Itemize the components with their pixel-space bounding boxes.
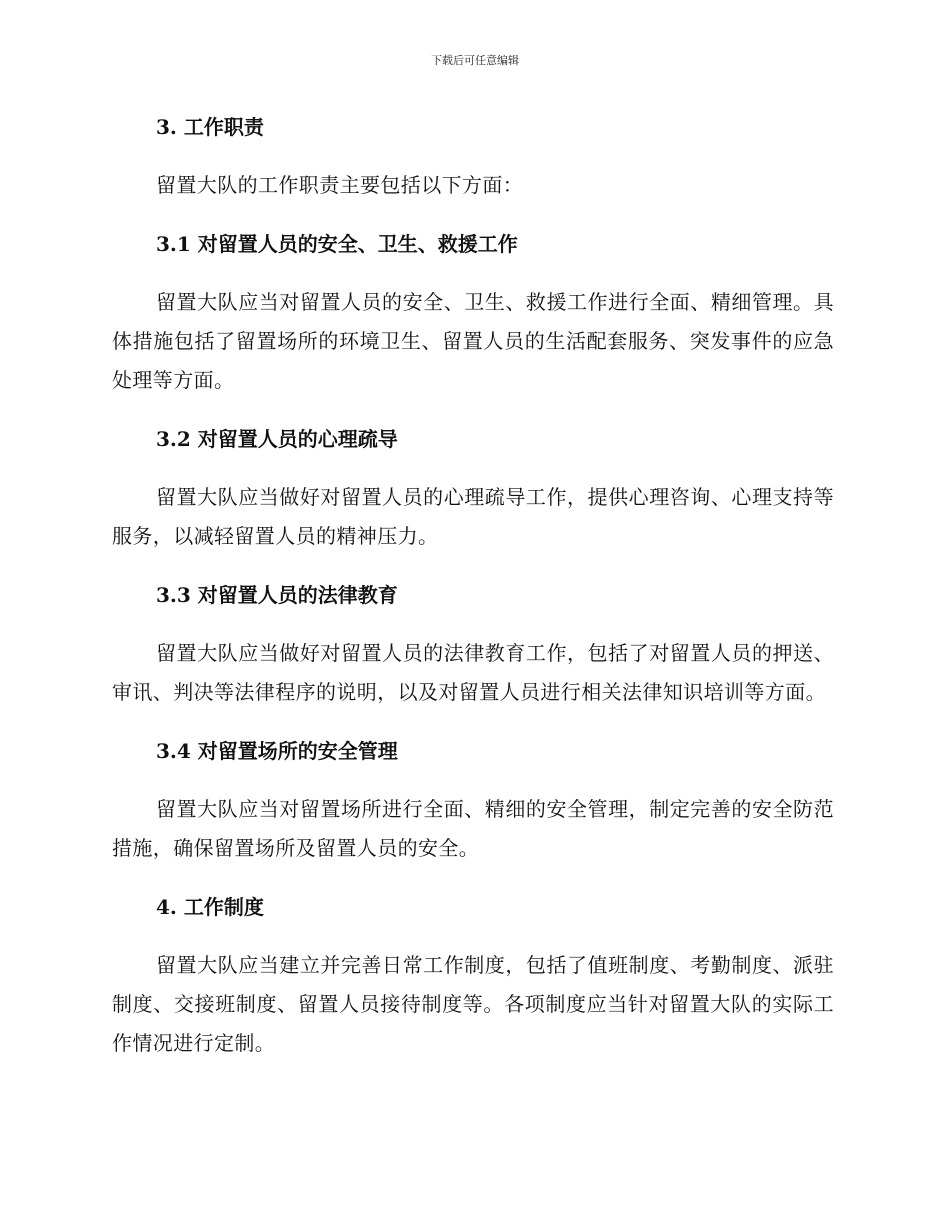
paragraph-3-3: 留置大队应当做好对留置人员的法律教育工作，包括了对留置人员的押送、审讯、判决等法律程序的说明，以及对留置人员进行相关法律知识培训等方面。 [112, 641, 834, 704]
paragraph-4: 留置大队应当建立并完善日常工作制度，包括了值班制度、考勤制度、派驻制度、交接班制度、留置人员接待制度等。各项制度应当针对留置大队的实际工作情况进行定制。 [112, 953, 834, 1055]
page-header: 下载后可任意编辑 [431, 54, 519, 67]
section-heading-3-2: 3.2 对留置人员的心理疏导 [156, 427, 398, 451]
paragraph-3-1: 留置大队应当对留置人员的安全、卫生、救援工作进行全面、精细管理。具体措施包括了留置场所的环境卫生、留置人员的生活配套服务、突发事件的应急处理等方面。 [112, 290, 834, 392]
document-body [112, 110, 834, 1085]
section-heading-3-4: 3.4 对留置场所的安全管理 [156, 739, 398, 763]
section-heading-3-1: 3.1 对留置人员的安全、卫生、救援工作 [156, 232, 518, 256]
section-heading-3: 3. 工作职责 [156, 115, 264, 139]
paragraph-3-2: 留置大队应当做好对留置人员的心理疏导工作，提供心理咨询、心理支持等服务，以减轻留置人员的精神压力。 [112, 485, 834, 548]
paragraph-3-4: 留置大队应当对留置场所进行全面、精细的安全管理，制定完善的安全防范措施，确保留置场所及留置人员的安全。 [112, 797, 834, 860]
paragraph-intro: 留置大队的工作职责主要包括以下方面： [156, 173, 524, 197]
section-heading-4: 4. 工作制度 [156, 895, 264, 919]
section-heading-3-3: 3.3 对留置人员的法律教育 [156, 583, 398, 607]
